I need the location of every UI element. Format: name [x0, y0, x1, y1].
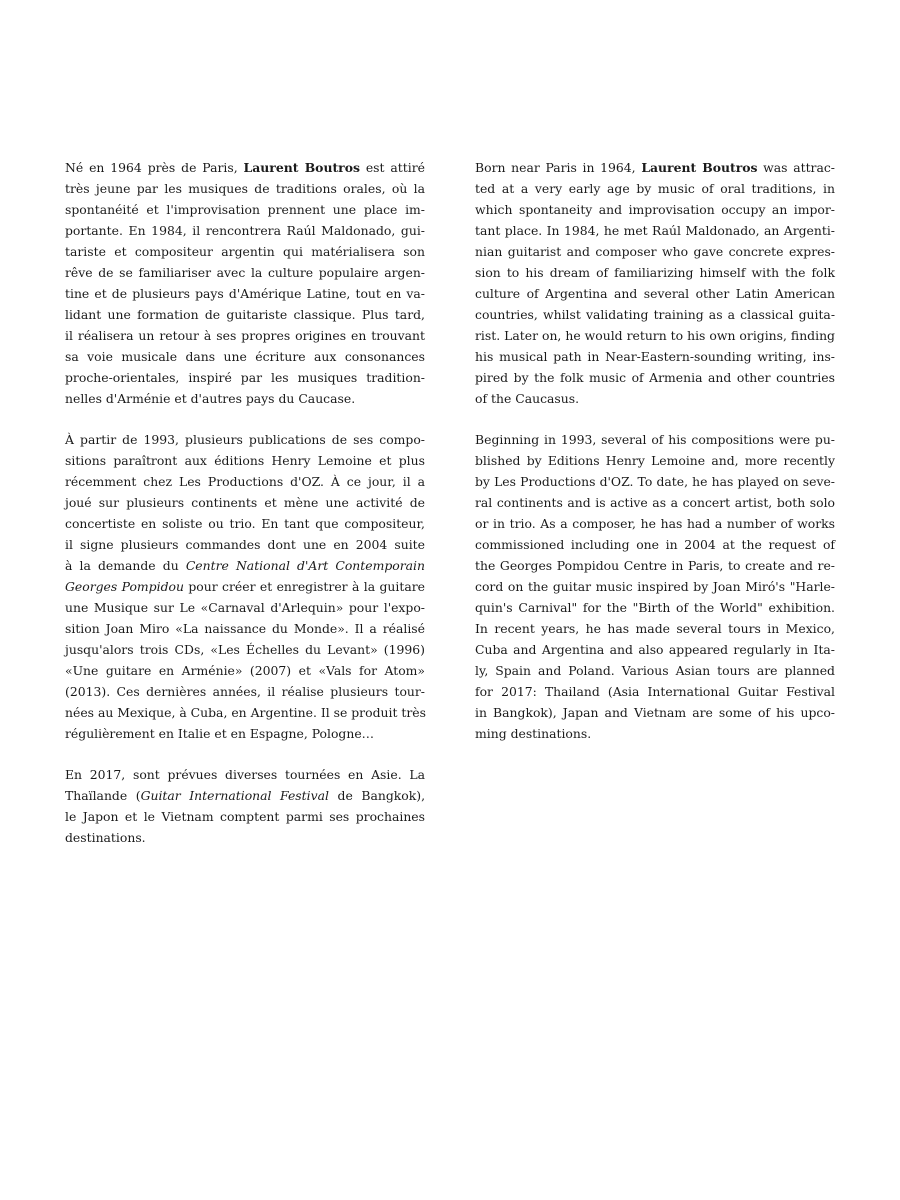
text-run: commissioned including one in 2004 at the request of — [475, 537, 835, 552]
text-line — [65, 325, 425, 346]
text-line — [475, 513, 835, 534]
text-run: de Bangkok), — [328, 788, 426, 803]
text-run: ly, Spain and Poland. Various Asian tours are planned — [475, 663, 835, 678]
text-line — [475, 283, 835, 304]
text-line — [65, 157, 425, 178]
text-line — [65, 283, 425, 304]
text-run: ted at a very early age by music of oral traditions, in — [475, 181, 835, 196]
text-run: Thaïlande ( — [65, 788, 141, 803]
text-line — [65, 513, 425, 534]
text-run: (2013). Ces dernières années, il réalise plusieurs tour- — [65, 684, 425, 699]
text-run: nées au Mexique, à Cuba, en Argentine. Il se produit très — [65, 705, 426, 720]
text-line — [475, 639, 835, 660]
text-run: récemment chez Les Productions d'OZ. À ce jour, il a — [65, 474, 425, 489]
english-column — [475, 157, 835, 764]
text-line — [65, 262, 425, 283]
text-line — [475, 534, 835, 555]
text-run: sa voie musicale dans une écriture aux consonances — [65, 349, 425, 364]
text-run: In recent years, he has made several tours in Mexico, — [475, 621, 835, 636]
body-paragraph — [65, 157, 425, 409]
text-run: pour créer et enregistrer à la guitare — [183, 579, 425, 594]
text-line — [475, 220, 835, 241]
text-line — [65, 346, 425, 367]
text-line — [65, 660, 425, 681]
text-run: une Musique sur Le «Carnaval d'Arlequin» pour l'expo- — [65, 600, 425, 615]
body-paragraph — [475, 429, 835, 744]
text-run: proche-orientales, inspiré par les musiques tradition- — [65, 370, 425, 385]
text-run: in Bangkok), Japan and Vietnam are some of his upco- — [475, 705, 835, 720]
text-line — [65, 555, 425, 576]
text-line — [65, 429, 425, 450]
text-run: Beginning in 1993, several of his compositions were pu- — [475, 432, 835, 447]
text-line — [475, 262, 835, 283]
bold-name: Laurent Boutros — [641, 160, 758, 175]
text-line — [65, 178, 425, 199]
text-line — [475, 555, 835, 576]
text-line — [475, 429, 835, 450]
text-run: il signe plusieurs commandes dont une en 2004 suite — [65, 537, 425, 552]
text-run: Born near Paris in 1964, — [475, 160, 642, 175]
text-run: le Japon et le Vietnam comptent parmi ses prochaines — [65, 809, 425, 824]
text-line — [475, 597, 835, 618]
body-paragraph — [65, 764, 425, 848]
text-run: sition Joan Miro «La naissance du Monde». Il a réalisé — [65, 621, 425, 636]
text-run: concertiste en soliste ou trio. En tant que compositeur, — [65, 516, 425, 531]
text-line — [65, 492, 425, 513]
text-run: À partir de 1993, plusieurs publications de ses compo- — [65, 432, 425, 447]
body-paragraph — [65, 429, 425, 744]
text-line — [475, 346, 835, 367]
text-run: à la demande du — [65, 558, 186, 573]
text-line — [65, 764, 425, 785]
text-run: destinations. — [65, 830, 146, 845]
text-run: régulièrement en Italie et en Espagne, Pologne… — [65, 726, 375, 741]
text-run: or in trio. As a composer, he has had a number of works — [475, 516, 835, 531]
text-run: nian guitarist and composer who gave concrete expres- — [475, 244, 835, 259]
text-line — [65, 702, 425, 723]
text-run: très jeune par les musiques de traditions orales, où la — [65, 181, 425, 196]
text-line — [475, 618, 835, 639]
text-line — [65, 220, 425, 241]
text-run: est attiré — [359, 160, 425, 175]
text-line — [65, 827, 425, 848]
text-line — [475, 660, 835, 681]
text-line — [65, 304, 425, 325]
text-run: «Une guitare en Arménie» (2007) et «Vals for Atom» — [65, 663, 425, 678]
text-run: quin's Carnival" for the "Birth of the World" exhibition. — [475, 600, 835, 615]
text-line — [475, 367, 835, 388]
text-run: was attrac- — [757, 160, 835, 175]
text-line — [475, 304, 835, 325]
text-line — [65, 639, 425, 660]
french-column — [65, 157, 425, 868]
text-line — [475, 702, 835, 723]
text-line — [65, 388, 425, 409]
text-run: ming destinations. — [475, 726, 592, 741]
text-run: ral continents and is active as a concert artist, both solo — [475, 495, 835, 510]
text-run: portante. En 1984, il rencontrera Raúl Maldonado, gui- — [65, 223, 425, 238]
text-run: nelles d'Arménie et d'autres pays du Caucase. — [65, 391, 356, 406]
text-run: pired by the folk music of Armenia and other countries — [475, 370, 835, 385]
text-run: his musical path in Near-Eastern-sounding writing, ins- — [475, 349, 835, 364]
text-run: of the Caucasus. — [475, 391, 580, 406]
text-line — [65, 450, 425, 471]
text-run: rêve de se familiariser avec la culture populaire argen- — [65, 265, 425, 280]
text-run: countries, whilst validating training as a classical guita- — [475, 307, 835, 322]
text-line — [65, 367, 425, 388]
text-run: cord on the guitar music inspired by Joan Miró's "Harle- — [475, 579, 835, 594]
italic-text: Guitar International Festival — [140, 788, 329, 803]
text-run: tariste et compositeur argentin qui matérialisera son — [65, 244, 425, 259]
text-line — [65, 471, 425, 492]
text-run: tine et de plusieurs pays d'Amérique Latine, tout en va- — [65, 286, 425, 301]
text-run: il réalisera un retour à ses propres origines en trouvant — [65, 328, 425, 343]
text-line — [65, 681, 425, 702]
text-line — [475, 325, 835, 346]
text-line — [475, 388, 835, 409]
text-line — [65, 199, 425, 220]
text-line — [65, 597, 425, 618]
text-line — [65, 723, 425, 744]
text-run: culture of Argentina and several other Latin American — [475, 286, 835, 301]
text-line — [475, 576, 835, 597]
text-line — [65, 806, 425, 827]
text-run: blished by Editions Henry Lemoine and, more recently — [475, 453, 835, 468]
text-line — [475, 157, 835, 178]
text-run: for 2017: Thailand (Asia International Guitar Festival — [475, 684, 835, 699]
text-run: by Les Productions d'OZ. To date, he has played on seve- — [475, 474, 835, 489]
text-line — [475, 681, 835, 702]
text-line — [65, 785, 425, 806]
text-run: the Georges Pompidou Centre in Paris, to create and re- — [475, 558, 835, 573]
text-line — [475, 492, 835, 513]
text-run: which spontaneity and improvisation occupy an impor- — [475, 202, 835, 217]
text-line — [475, 199, 835, 220]
text-line — [475, 450, 835, 471]
text-run: sitions paraîtront aux éditions Henry Lemoine et plus — [65, 453, 425, 468]
italic-text: Centre National d'Art Contemporain — [185, 558, 425, 573]
text-line — [65, 576, 425, 597]
text-line — [65, 241, 425, 262]
text-run: Cuba and Argentina and also appeared regularly in Ita- — [475, 642, 835, 657]
text-line — [65, 618, 425, 639]
text-run: rist. Later on, he would return to his own origins, finding — [475, 328, 835, 343]
text-run: En 2017, sont prévues diverses tournées en Asie. La — [65, 767, 425, 782]
text-run: joué sur plusieurs continents et mène une activité de — [65, 495, 425, 510]
italic-text: Georges Pompidou — [65, 579, 184, 594]
text-line — [475, 178, 835, 199]
body-paragraph — [475, 157, 835, 409]
text-line — [475, 241, 835, 262]
text-run: tant place. In 1984, he met Raúl Maldonado, an Argenti- — [475, 223, 835, 238]
text-line — [65, 534, 425, 555]
text-run: Né en 1964 près de Paris, — [65, 160, 244, 175]
text-run: lidant une formation de guitariste classique. Plus tard, — [65, 307, 425, 322]
bold-name: Laurent Boutros — [243, 160, 360, 175]
text-line — [475, 723, 835, 744]
text-run: sion to his dream of familiarizing himself with the folk — [475, 265, 835, 280]
text-line — [475, 471, 835, 492]
text-run: jusqu'alors trois CDs, «Les Échelles du Levant» (1996) — [65, 642, 425, 657]
text-run: spontanéité et l'improvisation prennent une place im- — [65, 202, 425, 217]
